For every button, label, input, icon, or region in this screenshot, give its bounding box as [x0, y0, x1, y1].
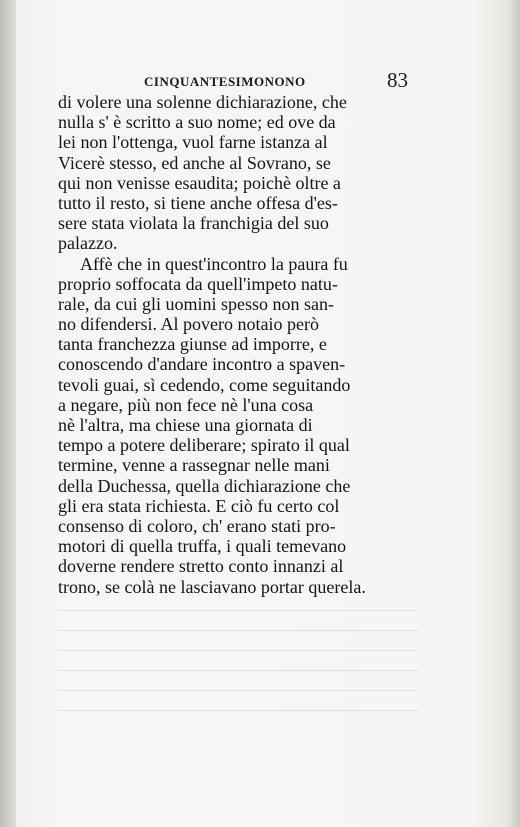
text-line: motori di quella truffa, i quali temevano: [58, 536, 347, 557]
text-line: della Duchessa, quella dichiarazione che: [58, 475, 351, 496]
text-line: consenso di coloro, ch' erano stati pro-: [58, 515, 336, 536]
text-line: Vicerè stesso, ed anche al Sovrano, se: [58, 152, 331, 173]
text-line: nè l'altra, ma chiese una giornata di: [58, 415, 313, 435]
text-line: tutto il resto, si tiene anche offesa d'es-: [58, 192, 338, 213]
text-line: lei non l'ottenga, vuol farne istanza al: [58, 132, 328, 153]
text-line: nulla s' è scritto a suo nome; ed ove da: [58, 112, 336, 133]
text-line: gli era stata richiesta. E ciò fu certo col: [58, 495, 340, 516]
text-line: sere stata violata la franchigia del suo: [58, 213, 329, 234]
text-line: rale, da cui gli uomini spesso non san-: [58, 293, 334, 314]
text-line: tanta franchezza giunse ad imporre, e: [58, 334, 327, 355]
text-line: tevoli guai, sì cedendo, come seguitando: [58, 374, 351, 395]
text-line: proprio soffocata da quell'impeto natu-: [58, 273, 338, 294]
text-line: conoscendo d'andare incontro a spaven-: [58, 354, 346, 375]
page-header: [88, 68, 408, 94]
text-line: trono, se colà ne lasciavano portar querela.: [58, 576, 366, 597]
text-line: no difendersi. Al povero notaio però: [58, 314, 319, 335]
page-number: 83: [387, 68, 408, 92]
text-line: termine, venne a rassegnar nelle mani: [58, 455, 330, 476]
running-title: CINQUANTESIMONONO: [144, 74, 306, 89]
page-left-edge: [0, 0, 16, 827]
text-line: di volere una solenne dichiarazione, che: [58, 92, 347, 112]
text-line: a negare, più non fece nè l'una cosa: [58, 394, 314, 415]
text-line: doverne rendere stretto conto innanzi al: [58, 556, 344, 577]
text-line: tempo a potere deliberare; spirato il qual: [58, 435, 350, 456]
body-text: [58, 92, 400, 597]
page-right-edge: [506, 0, 520, 827]
paragraph-start-line: Affè che in quest'incontro la paura fu: [80, 253, 348, 274]
text-line: qui non venisse esaudita; poichè oltre a: [58, 172, 341, 193]
reverse-page-show-through: [58, 600, 418, 725]
text-line: palazzo.: [58, 233, 118, 254]
